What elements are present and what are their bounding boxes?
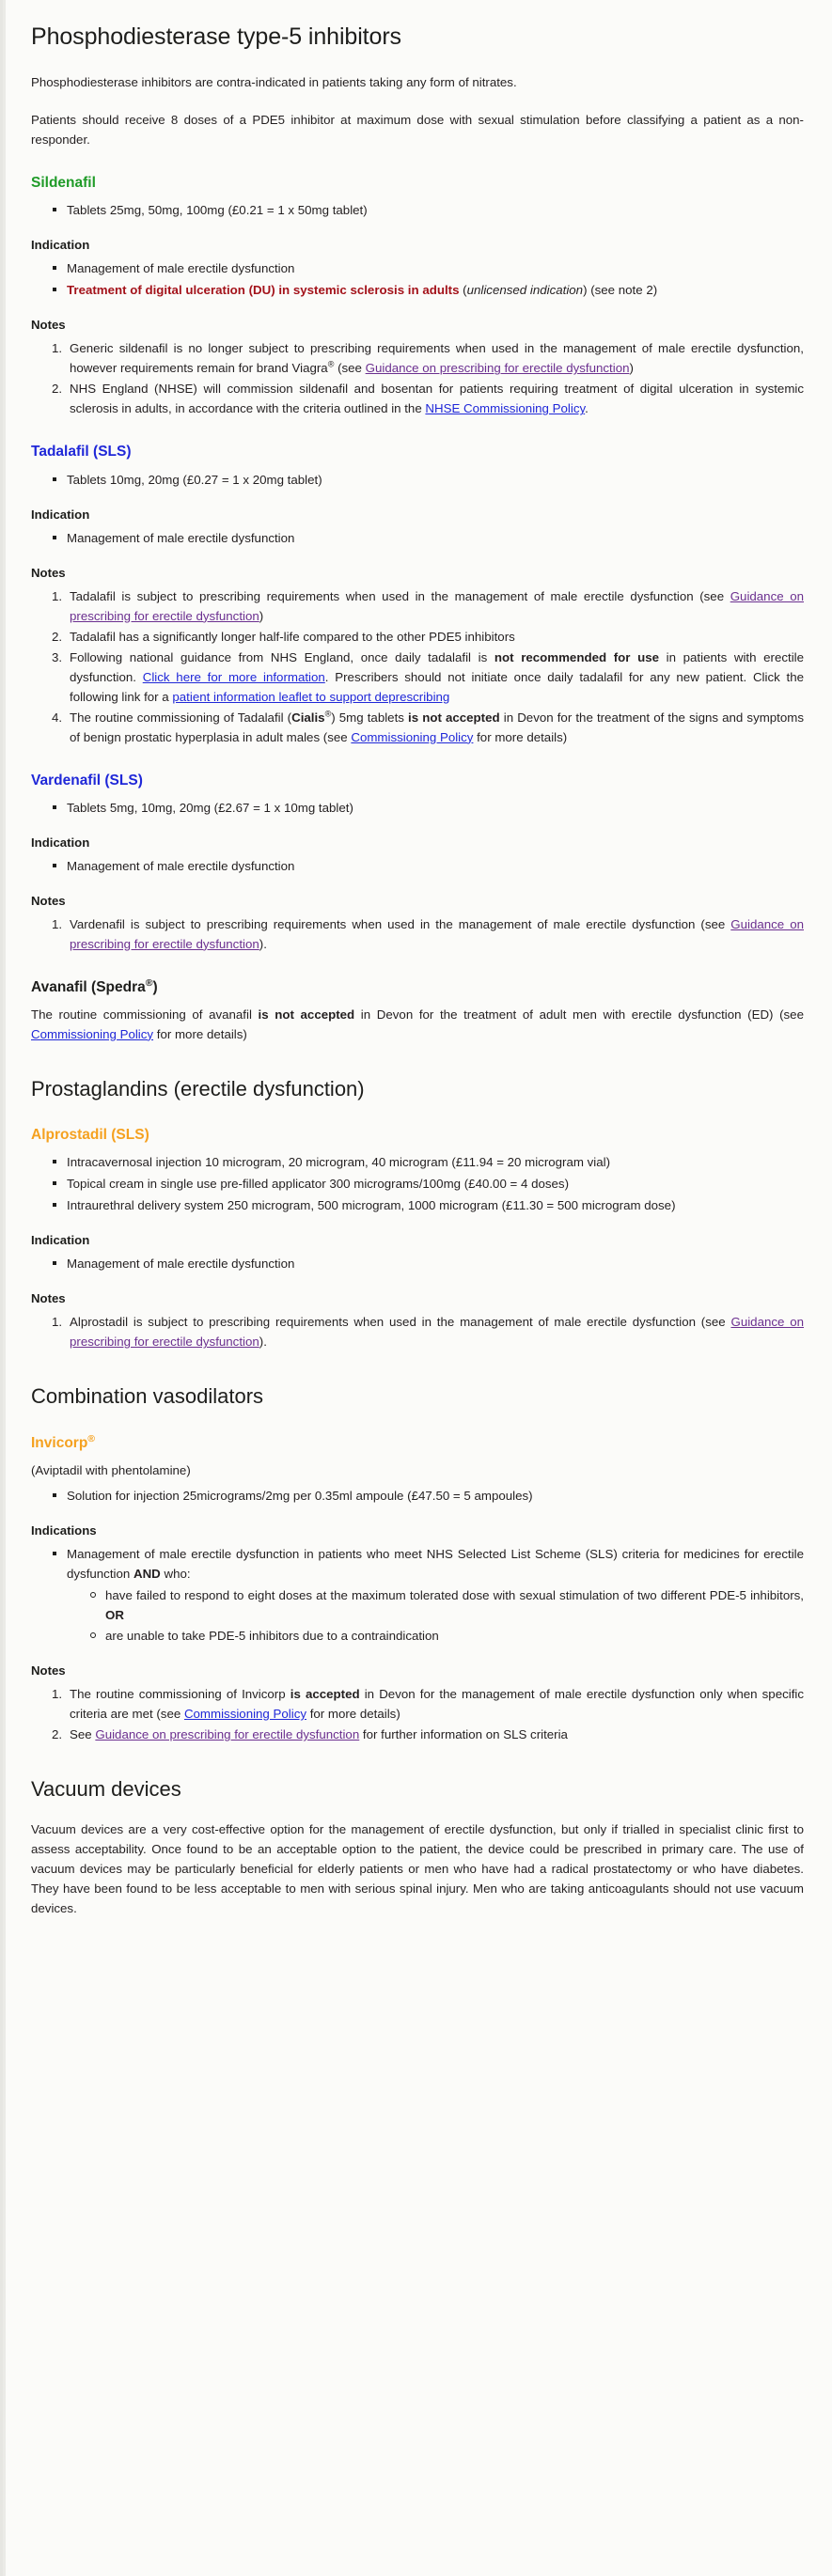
note-text: See	[70, 1727, 96, 1742]
vardenafil-notes-label: Notes	[31, 893, 66, 908]
link-commissioning-policy[interactable]: Commissioning Policy	[31, 1026, 154, 1041]
tadalafil-notes-label: Notes	[31, 565, 66, 580]
link-nhse-commissioning-policy[interactable]: NHSE Commissioning Policy	[425, 401, 586, 416]
list-item: Management of male erectile dysfunction	[52, 856, 804, 876]
link-guidance-ed[interactable]: Guidance on prescribing for erectile dysfunction	[95, 1727, 360, 1742]
note-text: (see	[338, 361, 366, 376]
list-item	[52, 1544, 804, 1646]
list-item: Tablets 10mg, 20mg (£0.27 = 1 x 20mg tablet)	[52, 470, 804, 490]
list-item: Tablets 5mg, 10mg, 20mg (£2.67 = 1 x 10mg tablet)	[52, 798, 804, 818]
alprostadil-notes-label: Notes	[31, 1291, 66, 1306]
note-item	[52, 379, 804, 418]
link-guidance-ed[interactable]: Guidance on prescribing for erectile dysfunction	[70, 588, 805, 623]
note-text: for further information on SLS criteria	[359, 1727, 568, 1742]
drug-heading-tadalafil: Tadalafil (SLS)	[31, 444, 132, 461]
list-item: Management of male erectile dysfunction	[52, 528, 804, 548]
invicorp-notes-label: Notes	[31, 1663, 66, 1678]
drug-heading-text: )	[152, 978, 158, 995]
registered-mark: ®	[324, 709, 332, 719]
invicorp-indication-list	[31, 1544, 804, 1646]
page-title: Phosphodiesterase type-5 inhibitors	[31, 23, 401, 50]
drug-heading-text: Invicorp	[31, 1434, 88, 1451]
sildenafil-notes-list	[31, 338, 804, 418]
note-text: in Devon for the management of male erectile dysfunction only when specific criteria are met (see	[70, 1687, 804, 1722]
note-text: for more details)	[473, 729, 568, 744]
alprostadil-notes-list	[31, 1312, 804, 1351]
sildenafil-notes-label: Notes	[31, 318, 66, 333]
sub-indication-bold-text: OR	[105, 1608, 124, 1623]
note-text: for more details)	[306, 1707, 400, 1722]
note-item	[52, 708, 804, 747]
list-item: are unable to take PDE-5 inhibitors due to a contraindication	[89, 1626, 804, 1646]
body-text: for more details)	[153, 1026, 247, 1041]
list-item: Solution for injection 25micrograms/2mg per 0.35ml ampoule (£47.50 = 5 ampoules)	[52, 1486, 804, 1506]
invicorp-indications-label: Indications	[31, 1523, 97, 1538]
link-guidance-ed[interactable]: Guidance on prescribing for erectile dysfunction	[70, 1315, 805, 1350]
note-text: )	[629, 361, 634, 376]
drug-heading-vardenafil: Vardenafil (SLS)	[31, 772, 143, 788]
list-item: Topical cream in single use pre-filled applicator 300 micrograms/100mg (£40.00 = 4 doses)	[52, 1174, 804, 1194]
sildenafil-indication-label: Indication	[31, 238, 90, 253]
vardenafil-indication-label: Indication	[31, 835, 90, 850]
vacuum-devices-body: Vacuum devices are a very cost-effective option for the management of erectile dysfunction, but only if trialled in specialist clinic first to assess acceptability. Once found to be an acceptable option to the patient, the device could be prescribed in primary care. The use of vacuum devices may be particularly beneficial for elderly patients or men who have had a radical prostatectomy or who have diabetes. They have been found to be less acceptable to men with serious spinal injury. Men who are taking anticoagulants should not use vacuum devices.	[31, 1821, 804, 1915]
link-commissioning-policy[interactable]: Commissioning Policy	[351, 729, 474, 744]
note-item	[52, 1725, 804, 1744]
drug-heading-sildenafil: Sildenafil	[31, 175, 96, 192]
note-item	[52, 1312, 804, 1351]
note-bold-text: is accepted	[290, 1687, 360, 1702]
note-bold-text: not recommended for use	[494, 649, 660, 664]
drug-heading-alprostadil: Alprostadil (SLS)	[31, 1127, 149, 1144]
drug-heading-invicorp	[31, 1434, 804, 1453]
body-text: in Devon for the treatment of adult men with erectile dysfunction (ED) (see	[354, 1007, 804, 1022]
note-text: Generic sildenafil is no longer subject to prescribing requirements when used in the management of male erectile dysfunction, however requirements remain for brand Viagra	[70, 341, 804, 376]
sildenafil-indication-list	[31, 258, 804, 300]
brand-name: Cialis	[291, 710, 325, 725]
section-heading-vacuum-devices: Vacuum devices	[31, 1777, 181, 1802]
drug-heading-avanafil	[31, 978, 804, 997]
body-bold-text: is not accepted	[258, 1007, 355, 1022]
link-patient-information-leaflet[interactable]: patient information leaflet to support deprescribing	[172, 689, 450, 704]
note-text: ).	[259, 1335, 267, 1350]
registered-mark: ®	[87, 1432, 96, 1444]
note-item	[52, 586, 804, 626]
note-text: ) 5mg tablets	[331, 710, 409, 725]
note-item	[52, 648, 804, 707]
note-text: Vardenafil is subject to prescribing requirements when used in the management of male erectile dysfunction (see	[70, 916, 731, 931]
tadalafil-forms-list	[31, 470, 804, 490]
intro-paragraph-2: Patients should receive 8 doses of a PDE5 inhibitor at maximum dose with sexual stimulation before classifying a patient as a non-responder.	[31, 113, 804, 148]
link-commissioning-policy[interactable]: Commissioning Policy	[183, 1707, 306, 1722]
indication-italic-text: unlicensed indication	[466, 283, 584, 298]
indication-text: who:	[160, 1567, 191, 1582]
note-text: )	[259, 608, 264, 623]
list-item: Intracavernosal injection 10 microgram, 20 microgram, 40 microgram (£11.94 = 20 microgram vial)	[52, 1152, 804, 1172]
list-item	[89, 1585, 804, 1625]
body-text: The routine commissioning of avanafil	[31, 1007, 259, 1022]
note-item	[52, 914, 804, 954]
note-text: The routine commissioning of Invicorp	[70, 1687, 290, 1702]
indication-tail-text: (see note 2)	[590, 283, 658, 298]
note-bold-text: is not accepted	[408, 710, 500, 725]
note-text: The routine commissioning of Tadalafil (	[70, 710, 292, 725]
avanafil-body	[31, 1005, 804, 1044]
invicorp-sub-indication-list	[67, 1585, 804, 1646]
section-heading-prostaglandins: Prostaglandins (erectile dysfunction)	[31, 1076, 365, 1101]
invicorp-notes-list	[31, 1684, 804, 1744]
vardenafil-notes-list	[31, 914, 804, 954]
note-text: Alprostadil is subject to prescribing requirements when used in the management of male erectile dysfunction (see	[70, 1315, 731, 1330]
note-text: .	[585, 401, 589, 416]
alprostadil-indication-list	[31, 1254, 804, 1273]
indication-text: Management of male erectile dysfunction in patients who meet NHS Selected List Scheme (SLS) criteria for medicines for erectile dysfunction	[67, 1547, 804, 1582]
list-item: Management of male erectile dysfunction	[52, 1254, 804, 1273]
sub-indication-text: have failed to respond to eight doses at the maximum tolerated dose with sexual stimulation of two different PDE-5 inhibitors,	[105, 1588, 804, 1603]
alprostadil-forms-list	[31, 1152, 804, 1215]
list-item: Tablets 25mg, 50mg, 100mg (£0.21 = 1 x 50mg tablet)	[52, 200, 804, 220]
alprostadil-indication-label: Indication	[31, 1233, 90, 1248]
invicorp-forms-list	[31, 1486, 804, 1506]
note-text: in Devon for the treatment of the signs and symptoms of benign prostatic hyperplasia in adult males (see	[70, 710, 804, 744]
tadalafil-notes-list	[31, 586, 804, 747]
tadalafil-indication-label: Indication	[31, 507, 90, 522]
link-guidance-ed[interactable]: Guidance on prescribing for erectile dysfunction	[365, 361, 630, 376]
registered-mark: ®	[145, 976, 153, 989]
note-text: in patients with erectile dysfunction.	[70, 649, 804, 684]
link-click-here[interactable]: Click here for more information	[142, 669, 325, 684]
list-item: Management of male erectile dysfunction	[52, 258, 804, 278]
note-text: NHS England (NHSE) will commission sildenafil and bosentan for patients requiring treatment of digital ulceration in systemic sclerosis in adults, in accordance with the criteria outlined in the	[70, 382, 804, 416]
list-item-highlighted: Treatment of digital ulceration (DU) in systemic sclerosis in adults (unlicensed indication) (see note 2)	[52, 280, 804, 300]
note-text: . Prescribers should not initiate once daily tadalafil for any new patient. Click the following link for a	[70, 669, 804, 704]
note-text: ).	[259, 936, 267, 951]
tadalafil-indication-list	[31, 528, 804, 548]
indication-bold-text: AND	[133, 1567, 161, 1582]
note-item	[52, 1684, 804, 1724]
note-item	[52, 338, 804, 378]
vardenafil-indication-list	[31, 856, 804, 876]
note-text: Following national guidance from NHS England, once daily tadalafil is	[70, 649, 494, 664]
sildenafil-forms-list	[31, 200, 804, 220]
note-text: Tadalafil is subject to prescribing requirements when used in the management of male erectile dysfunction (see	[70, 588, 730, 603]
section-heading-combination-vasodilators: Combination vasodilators	[31, 1384, 264, 1409]
note-item: Tadalafil has a significantly longer half-life compared to the other PDE5 inhibitors	[70, 629, 515, 644]
intro-paragraph-1: Phosphodiesterase inhibitors are contra-indicated in patients taking any form of nitrates.	[31, 75, 517, 90]
registered-mark: ®	[327, 359, 335, 369]
link-guidance-ed[interactable]: Guidance on prescribing for erectile dysfunction	[70, 916, 804, 951]
indication-bold-text: Treatment of digital ulceration (DU) in systemic sclerosis in adults	[67, 283, 460, 298]
vardenafil-forms-list	[31, 798, 804, 818]
list-item: Intraurethral delivery system 250 microgram, 500 microgram, 1000 microgram (£11.30 = 500 microgram dose)	[52, 1195, 804, 1215]
invicorp-subtitle: (Aviptadil with phentolamine)	[31, 1463, 191, 1478]
drug-heading-text: Avanafil (Spedra	[31, 978, 146, 995]
